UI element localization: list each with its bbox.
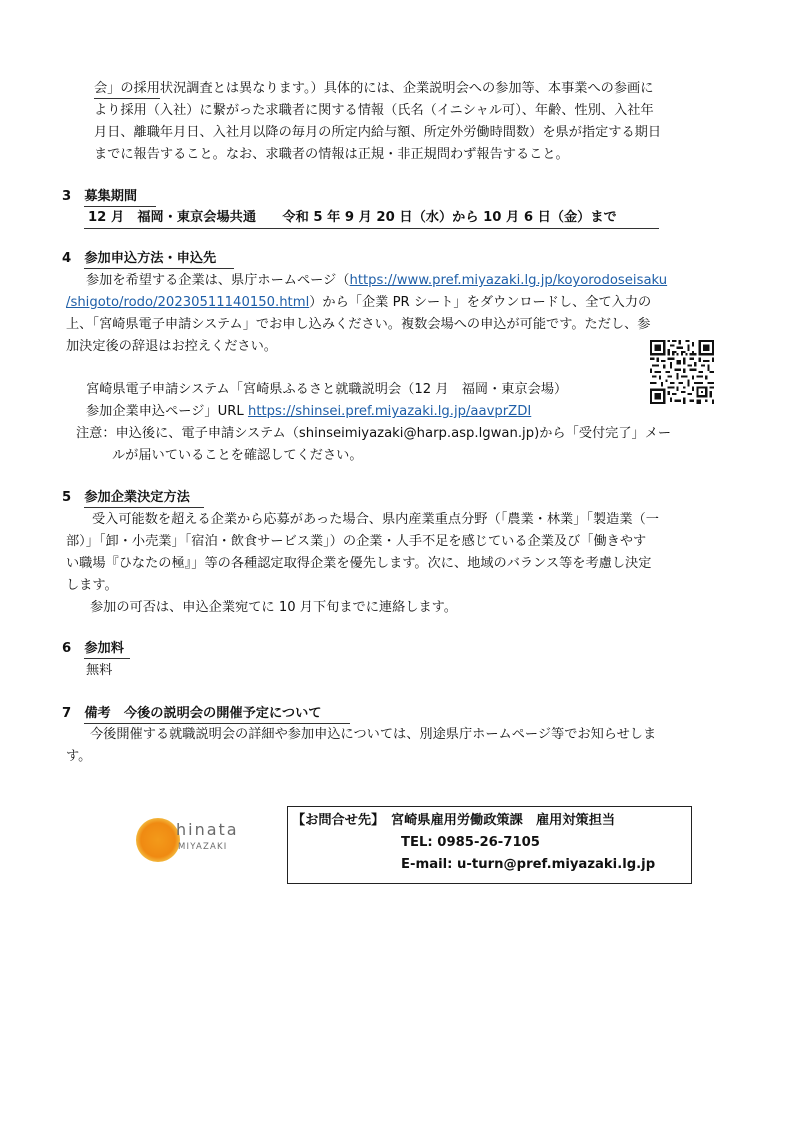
section-7-heading: 7 備考 今後の説明会の開催予定について: [62, 706, 322, 721]
section-5-heading: 5 参加企業決定方法: [62, 490, 190, 505]
section-5-heading-underline: [84, 507, 204, 508]
section-5-line-1: 受入可能数を超える企業から応募があった場合、県内産業重点分野（「農業・林業」「製造業（一: [92, 512, 659, 527]
application-url-link[interactable]: https://shinsei.pref.miyazaki.lg.jp/aavprZDI: [247, 404, 532, 419]
pref-homepage-link-cont[interactable]: /shigoto/rodo/20230511140150.html: [66, 295, 310, 310]
qr-code-icon[interactable]: [650, 340, 714, 404]
section-4-line-1: [86, 271, 667, 291]
intro-line-1: 会」の採用状況調査とは異なります。）具体的には、企業説明会への参加等、本事業への参画に: [94, 81, 654, 96]
contact-tel: TEL: 0985-26-7105: [401, 835, 540, 850]
contact-email[interactable]: E-mail: u-turn@pref.miyazaki.lg.jp: [401, 857, 656, 872]
section-4-heading: 4 参加申込方法・申込先: [62, 251, 217, 266]
section-4-heading-underline: [84, 268, 234, 269]
section-7-line-2: す。: [66, 749, 92, 764]
section-6-heading-underline: [84, 658, 130, 659]
section-3-heading: 3 募集期間: [62, 189, 138, 204]
intro-line-3: 月日、離職年月日、入社月以降の毎月の所定内給与額、所定外労働時間数）を県が指定する期日: [94, 125, 662, 140]
pref-homepage-link[interactable]: https://www.pref.miyazaki.lg.jp/koyorodoseisaku: [349, 273, 668, 288]
section-4-line-4: 加決定後の辞退はお控えください。: [66, 339, 277, 354]
section-7-line-1: 今後開催する就職説明会の詳細や参加申込については、別途県庁ホームページ等でお知らせしま: [90, 727, 657, 742]
intro-underline: [94, 98, 160, 99]
section-3-body: 12 月 福岡・東京会場共通 令和 5 年 9 月 20 日（水）から 10 月 6 日（金）まで: [88, 210, 617, 225]
section-5-line-3: い職場『ひなたの極』」等の各種認定取得企業を優先します。次に、地域のバランス等を考慮し決定: [66, 556, 652, 571]
section-5-line-2: 部）」「卸・小売業」「宿泊・飲食サービス業」）の企業・人手不足を感じている企業及び「働きやす: [66, 534, 647, 549]
section-4-line-3: 上、「宮崎県電子申請システム」でお申し込みください。複数会場への申込が可能です。ただし、参: [66, 317, 651, 332]
contact-box: [287, 806, 692, 884]
intro-line-2: より採用（入社）に繋がった求職者に関する情報（氏名（イニシャル可）、年齢、性別、入社年: [94, 103, 654, 118]
hinata-miyazaki-logo: [132, 814, 244, 866]
section-6-heading: 6 参加料: [62, 641, 124, 656]
section-5-line-4: します。: [66, 578, 118, 593]
sun-icon: [136, 818, 180, 862]
logo-text-miyazaki: MIYAZAKI: [178, 842, 228, 852]
note-line-1: 注意：申込後に、電子申請システム（shinseimiyazaki@harp.asp.lgwan.jp)から「受付完了」メー: [76, 426, 672, 441]
section-4-line-2-text: ）から「企業 PR シート」をダウンロードし、全て入力の: [309, 295, 652, 310]
note-line-2: ルが届いていることを確認してください。: [112, 448, 363, 463]
section-4-line-2: [66, 293, 651, 313]
logo-text-hinata: hinata: [176, 820, 239, 839]
contact-header: 【お問合せ先】 宮崎県雇用労働政策課 雇用対策担当: [292, 813, 616, 828]
system-line-2: [86, 402, 531, 422]
system-url-label: 参加企業申込ページ」URL: [86, 404, 248, 419]
section-6-body: 無料: [86, 663, 113, 678]
section-3-body-underline: [84, 228, 659, 229]
section-7-heading-underline: [84, 723, 350, 724]
intro-line-4: までに報告すること。なお、求職者の情報は正規・非正規問わず報告すること。: [94, 147, 569, 162]
section-4-line-1-text: 参加を希望する企業は、県庁ホームページ（: [86, 273, 350, 288]
section-5-line-5: 参加の可否は、申込企業宛てに 10 月下旬までに連絡します。: [90, 600, 457, 615]
system-line-1: 宮崎県電子申請システム「宮崎県ふるさと就職説明会（12 月 福岡・東京会場）: [86, 382, 568, 397]
section-3-heading-underline: [84, 206, 156, 207]
